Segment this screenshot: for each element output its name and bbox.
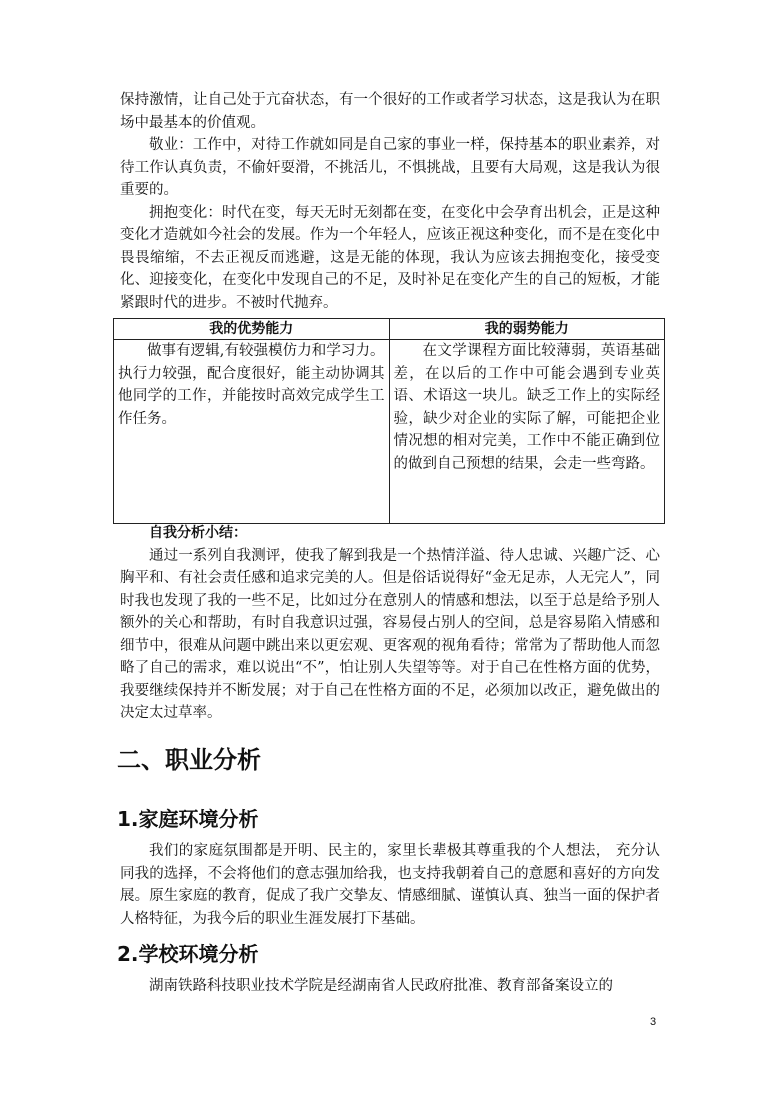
self-analysis-summary [120, 522, 660, 725]
weakness-cell [389, 340, 665, 524]
school-environment-section [120, 975, 660, 998]
summary-title: 自我分析小结： [149, 525, 247, 541]
family-environment-section [120, 840, 660, 930]
embrace-change-paragraph: 拥抱变化：时代在变，每天无时无刻都在变，在变化中会孕育出机会，正是这种变化才造就如今社会的发展。作为一个年轻人，应该正视这种变化，而不是在变化中畏畏缩缩，不去正视反而逃避，这是无能的体现，我认为应该去拥抱变化，接受变化、迎接变化，在变化中发现自己的不足，及时补足在变化产生的自己的短板，才能紧跟时代的进步。不被时代抛弃。 [120, 204, 660, 311]
section-heading: 二、职业分析 [117, 746, 261, 774]
strength-column-header: 我的优势能力 [114, 319, 390, 340]
ability-comparison-table [113, 318, 665, 524]
family-environment-body: 我们的家庭氛围都是开明、民主的，家里长辈极其尊重我的个人想法， 充分认同我的选择，不会将他们的意志强加给我，也支持我朝着自己的意愿和喜好的方向发展。原生家庭的教育，促成了我广交挚友、情感细腻、谨慎认真、独当一面的保护者人格特征，为我今后的职业生涯发展打下基础。 [120, 843, 660, 927]
strength-text: 做事有逻辑,有较强模仿力和学习力。执行力较强，配合度很好，能主动协调其他同学的工作，并能按时高效完成学生工作任务。 [118, 343, 385, 427]
page-number: 3 [650, 1016, 657, 1028]
summary-body: 通过一系列自我测评，使我了解到我是一个热情洋溢、待人忠诚、兴趣广泛、心胸平和、有社会责任感和追求完美的人。但是俗话说得好“金无足赤，人无完人”，同时我也发现了我的一些不足，比如过分在意别人的情感和想法，以至于总是给予别人额外的关心和帮助，有时自我意识过强，容易侵占别人的空间，总是容易陷入情感和细节中，很难从问题中跳出来以更宏观、更客观的视角看待；常常为了帮助他人而忽略了自己的需求，难以说出“不”，怕让别人失望等等。对于自己在性格方面的优势，我要继续保持并不断发展；对于自己在性格方面的不足，必须加以改正，避免做出的决定太过草率。 [120, 547, 660, 721]
intro-continuation-paragraph: 保持激情，让自己处于亢奋状态，有一个很好的工作或者学习状态，这是我认为在职场中最基本的价值观。 [120, 92, 660, 131]
strength-cell [114, 340, 390, 524]
family-environment-heading: 1.家庭环境分析 [117, 807, 259, 831]
table-header-row [114, 319, 665, 340]
weakness-column-header: 我的弱势能力 [389, 319, 665, 340]
weakness-text: 在文学课程方面比较薄弱，英语基础差，在以后的工作中可能会遇到专业英语、术语这一块儿。缺乏工作上的实际经验，缺少对企业的实际了解，可能把企业情况想的相对完美，工作中不能正确到位的做到自己预想的结果，会走一些弯路。 [393, 343, 660, 472]
school-environment-body: 湖南铁路科技职业技术学院是经湖南省人民政府批准、教育部备案设立的 [149, 978, 613, 994]
intro-paragraphs [120, 89, 660, 314]
table-row [114, 340, 665, 524]
dedication-paragraph: 敬业：工作中，对待工作就如同是自己家的事业一样，保持基本的职业素养，对待工作认真负责，不偷奸耍滑，不挑活儿，不惧挑战，且要有大局观，这是我认为很重要的。 [120, 137, 660, 198]
school-environment-heading: 2.学校环境分析 [117, 942, 259, 966]
